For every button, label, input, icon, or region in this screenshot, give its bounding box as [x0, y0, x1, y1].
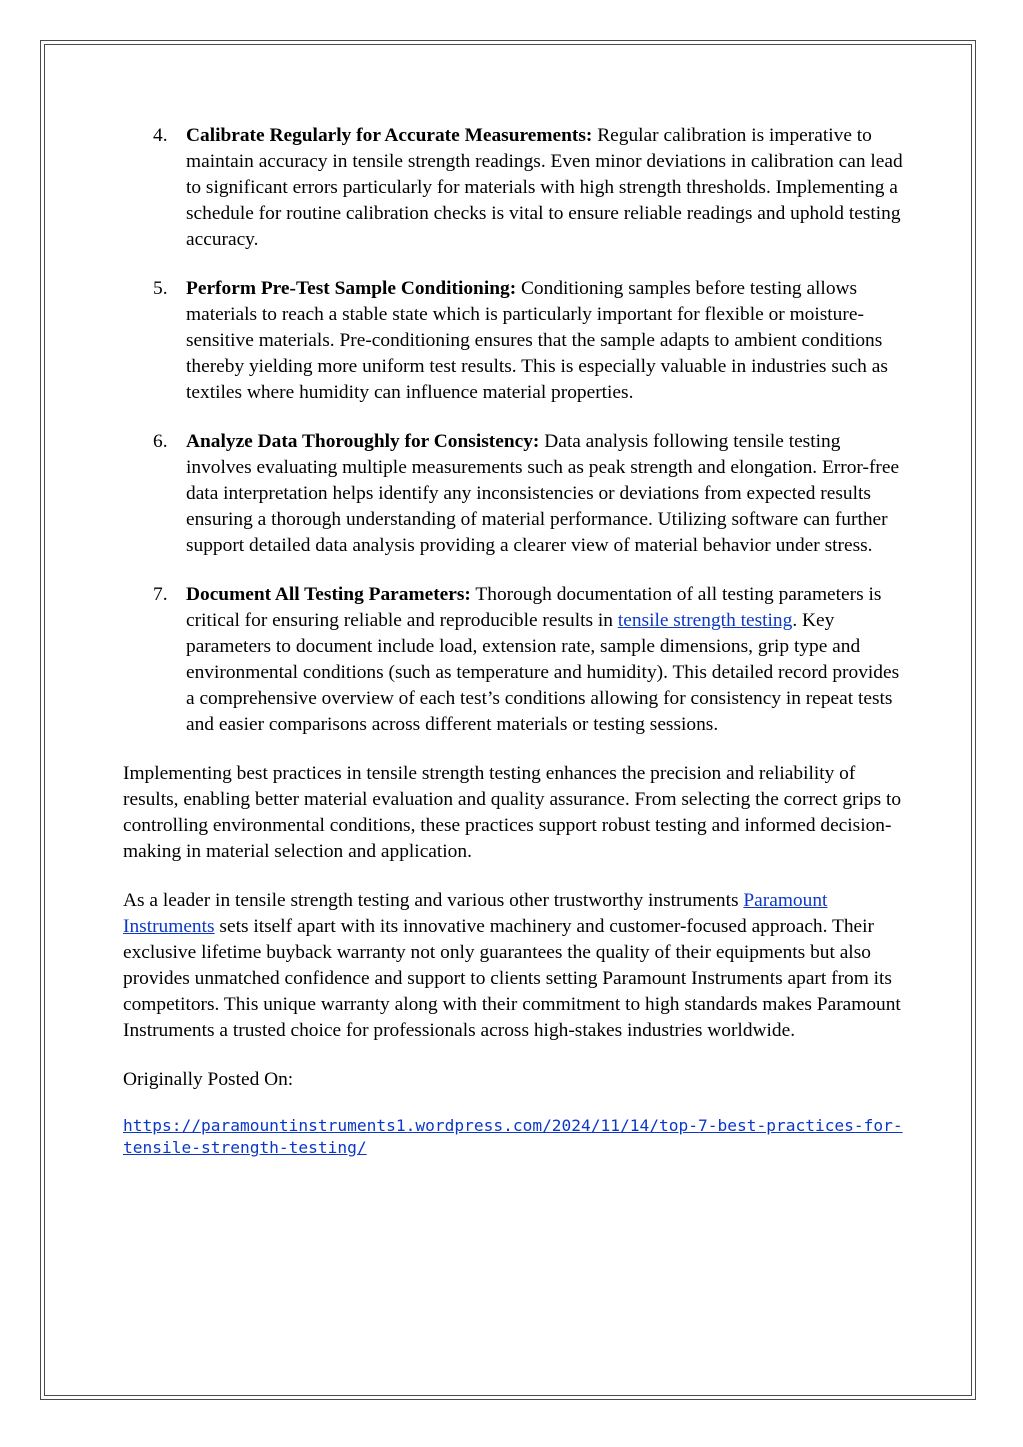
document-body: [123, 123, 908, 1159]
list-item: [123, 429, 908, 559]
company-text-end: sets itself apart with its innovative machinery and customer-focused approach. Their exclusive lifetime buyback warranty not only guarantees the quality of their equipments but also provides unmatched confidence and support to clients setting Paramount Instruments apart from its competitors. This unique warranty along with their commitment to high standards makes Paramount Instruments a trusted choice for professionals across high-stakes industries worldwide.: [123, 916, 901, 1041]
list-item-body: Regular calibration is imperative to maintain accuracy in tensile strength readings. Even minor deviations in calibration can lead to significant errors particularly for materials with high strength thresholds. Implementing a schedule for routine calibration checks is vital to ensure reliable readings and uphold testing accuracy.: [186, 125, 903, 250]
list-item-number: 4.: [153, 125, 168, 146]
originally-posted-label: Originally Posted On:: [123, 1069, 294, 1091]
list-item-number: 5.: [153, 278, 168, 300]
list-item-body: Conditioning samples before testing allows materials to reach a stable state which is particularly important for flexible or moisture-sensitive materials. Pre-conditioning ensures that the sample adapts to ambient conditions thereby yielding more uniform test results. This is especially valuable in industries such as textiles where humidity can influence material properties.: [186, 278, 888, 403]
list-item-number: 7.: [153, 584, 168, 606]
list-item-title: Document All Testing Parameters:: [186, 584, 471, 606]
list-item-number: 6.: [153, 431, 168, 453]
list-item: [123, 582, 908, 737]
company-text-start: As a leader in tensile strength testing and various other trustworthy instruments: [123, 890, 744, 912]
list-item: [123, 123, 908, 253]
company-paragraph: [123, 888, 908, 1043]
list-item-title: Analyze Data Thoroughly for Consistency:: [186, 431, 540, 453]
source-url-block: [123, 1115, 908, 1159]
paramount-instruments-link[interactable]: Paramount Instruments: [123, 890, 828, 938]
list-item-title: Perform Pre-Test Sample Conditioning:: [186, 278, 517, 300]
tensile-strength-testing-link[interactable]: tensile strength testing: [617, 610, 793, 631]
list-item-body-continued: . Key parameters to document include load, extension rate, sample dimensions, grip type and environmental conditions (such as temperature and humidity). This detailed record provides a comprehensive overview of each test’s conditions allowing for consistency in repeat tests and easier comparisons across different materials or testing sessions.: [186, 610, 900, 735]
source-url-link[interactable]: https://paramountinstruments1.wordpress.com/2024/11/14/top-7-best-practices-for-tensile-strength-testing/: [123, 1115, 903, 1157]
conclusion-paragraph: Implementing best practices in tensile strength testing enhances the precision and reliability of results, enabling better material evaluation and quality assurance. From selecting the correct grips to controlling environmental conditions, these practices support robust testing and informed decision-making in material selection and application.: [123, 763, 902, 862]
list-item-body: Data analysis following tensile testing involves evaluating multiple measurements such as peak strength and elongation. Error-free data interpretation helps identify any inconsistencies or deviations from expected results ensuring a thorough understanding of material performance. Utilizing software can further support detailed data analysis providing a clearer view of material behavior under stress.: [186, 431, 900, 556]
list-item: [123, 276, 908, 406]
best-practices-list: [123, 123, 908, 738]
list-item-title: Calibrate Regularly for Accurate Measurements:: [186, 125, 593, 146]
list-item-body: Thorough documentation of all testing parameters is critical for ensuring reliable and reproducible results in: [186, 584, 882, 631]
